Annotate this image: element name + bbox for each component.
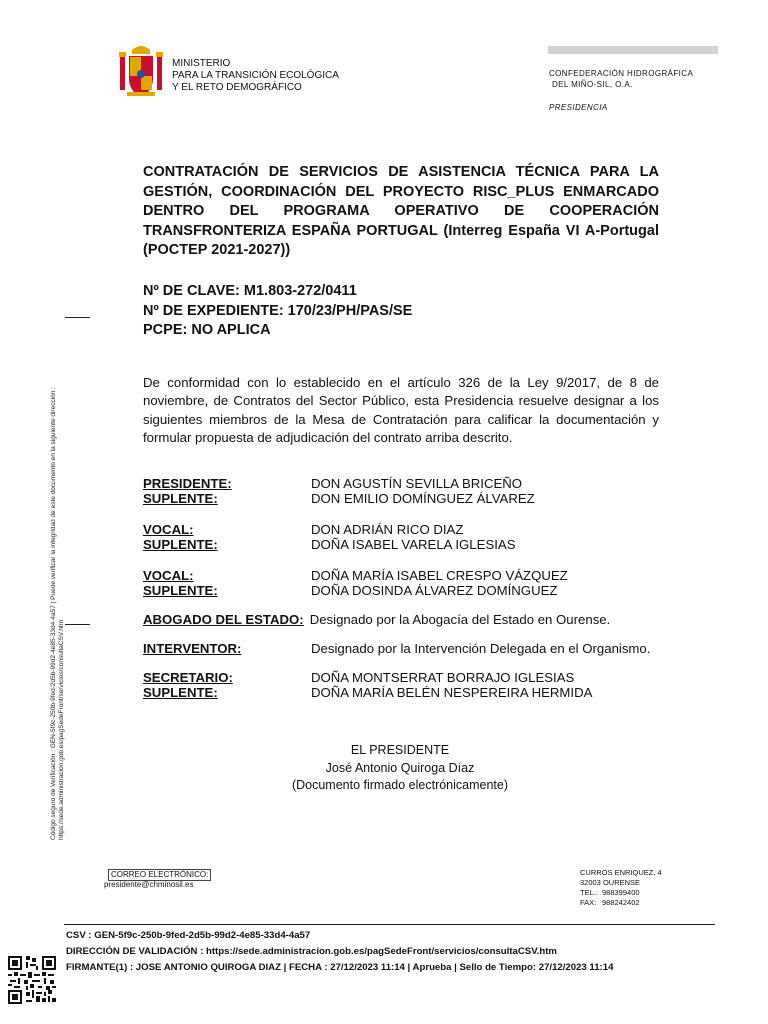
pcpe-value: PCPE: NO APLICA <box>143 322 271 338</box>
confederation-name: CONFEDERACIÓN HIDROGRÁFICA DEL MIÑO-SIL, O.A. <box>549 69 694 89</box>
member-name: Designado por la Intervención Delegada en el Organismo. <box>311 641 651 656</box>
member-name: DOÑA MARÍA ISABEL CRESPO VÁZQUEZ <box>311 568 568 583</box>
member-row <box>143 522 703 537</box>
footer-divider <box>64 924 715 925</box>
member-row <box>143 491 703 506</box>
document-title: CONTRATACIÓN DE SERVICIOS DE ASISTENCIA TÉCNICA PARA LA GESTIÓN, COORDINACIÓN DEL PROYECTO RISC_PLUS ENMARCADO DENTRO DEL PROGRAMA OPERATIVO DE COOPERACIÓN TRANSFRONTERIZA ESPAÑA PORTUGAL (Interreg España VI A-Portugal (POCTEP 2021-2027)) <box>143 164 659 258</box>
member-name: DOÑA DOSINDA ÁLVAREZ DOMÍNGUEZ <box>311 583 558 598</box>
member-role: ABOGADO DEL ESTADO: <box>143 612 304 627</box>
member-row <box>143 537 703 552</box>
member-name: DOÑA ISABEL VARELA IGLESIAS <box>311 537 516 552</box>
ministry-name: MINISTERIO PARA LA TRANSICIÓN ECOLÓGICA Y EL RETO DEMOGRÁFICO <box>172 58 339 93</box>
member-role: VOCAL: <box>143 568 194 583</box>
member-role: INTERVENTOR: <box>143 641 242 656</box>
member-role: SUPLENTE: <box>143 583 218 598</box>
postal-address: CURROS ENRIQUEZ, 4 32003 OURENSE TEL.: 988399400 FAX: 988242402 <box>580 868 662 907</box>
member-name: Designado por la Abogacía del Estado en Ourense. <box>309 612 611 627</box>
member-name: DOÑA MONTSERRAT BORRAJO IGLESIAS <box>311 670 575 685</box>
member-row <box>143 476 703 491</box>
signature-role: EL PRESIDENTE <box>350 743 450 757</box>
member-name: DON AGUSTÍN SEVILLA BRICEÑO <box>311 476 523 491</box>
expediente-number: Nº DE EXPEDIENTE: 170/23/PH/PAS/SE <box>143 302 413 319</box>
member-role: SUPLENTE: <box>143 537 218 552</box>
member-role: SUPLENTE: <box>143 685 218 700</box>
member-role: SECRETARIO: <box>143 670 233 685</box>
identifiers <box>143 282 412 341</box>
email-label: CORREO ELECTRÓNICO: <box>108 869 211 881</box>
presidency-label: PRESIDENCIA <box>549 103 608 112</box>
member-row <box>143 641 703 656</box>
csv-code: CSV : GEN-5f9c-250b-9fed-2d5b-99d2-4e85-33d4-4a57 <box>66 930 311 941</box>
member-role: PRESIDENTE: <box>143 476 232 491</box>
committee-members <box>143 476 703 700</box>
side-verification-text: Código seguro de Verificación : GEN-5f9c-250b-9fed-2d5b-99d2-4e85-33d4-4a57 | Puede verificar la integridad de este documento en la siguiente dirección : https://sede.administracion.gob.es/pagSedeFront/servicios/consultaCSV.htm <box>50 386 65 840</box>
header-bar <box>548 46 718 54</box>
clave-number: Nº DE CLAVE: M1.803-272/0411 <box>143 283 357 299</box>
member-row <box>143 670 703 685</box>
signature-name: José Antonio Quiroga Díaz <box>325 760 475 775</box>
signature-block <box>200 742 600 795</box>
member-name: DOÑA MARÍA BELÉN NESPEREIRA HERMIDA <box>311 685 593 700</box>
member-role: SUPLENTE: <box>143 491 218 506</box>
member-row <box>143 685 703 700</box>
body-paragraph: De conformidad con lo establecido en el artículo 326 de la Ley 9/2017, de 8 de noviembre, de Contratos del Sector Público, esta Presidencia resuelve designar a los siguientes miembros de la Mesa de Contratación para calificar la documentación y formular propuesta de adjudicación del contrato arriba descrito. <box>143 375 659 445</box>
signature-note: (Documento firmado electrónicamente) <box>291 778 509 792</box>
spanish-coat-of-arms-icon <box>118 42 164 100</box>
email-link[interactable]: presidente@chminosil.es <box>104 880 194 889</box>
validation-url[interactable]: DIRECCIÓN DE VALIDACIÓN : https://sede.administracion.gob.es/pagSedeFront/servicios/consultaCSV.htm <box>66 946 557 957</box>
member-role: VOCAL: <box>143 522 194 537</box>
qr-code-icon <box>8 956 56 1004</box>
signer-info: FIRMANTE(1) : JOSE ANTONIO QUIROGA DIAZ | FECHA : 27/12/2023 11:14 | Aprueba | Sello de Tiempo: 27/12/2023 11:14 <box>66 962 614 973</box>
member-row <box>143 612 703 627</box>
member-name: DON EMILIO DOMÍNGUEZ ÁLVAREZ <box>311 491 535 506</box>
footer-verification <box>66 928 613 976</box>
member-row <box>143 583 703 598</box>
member-name: DON ADRIÁN RICO DIAZ <box>311 522 464 537</box>
member-row <box>143 568 703 583</box>
